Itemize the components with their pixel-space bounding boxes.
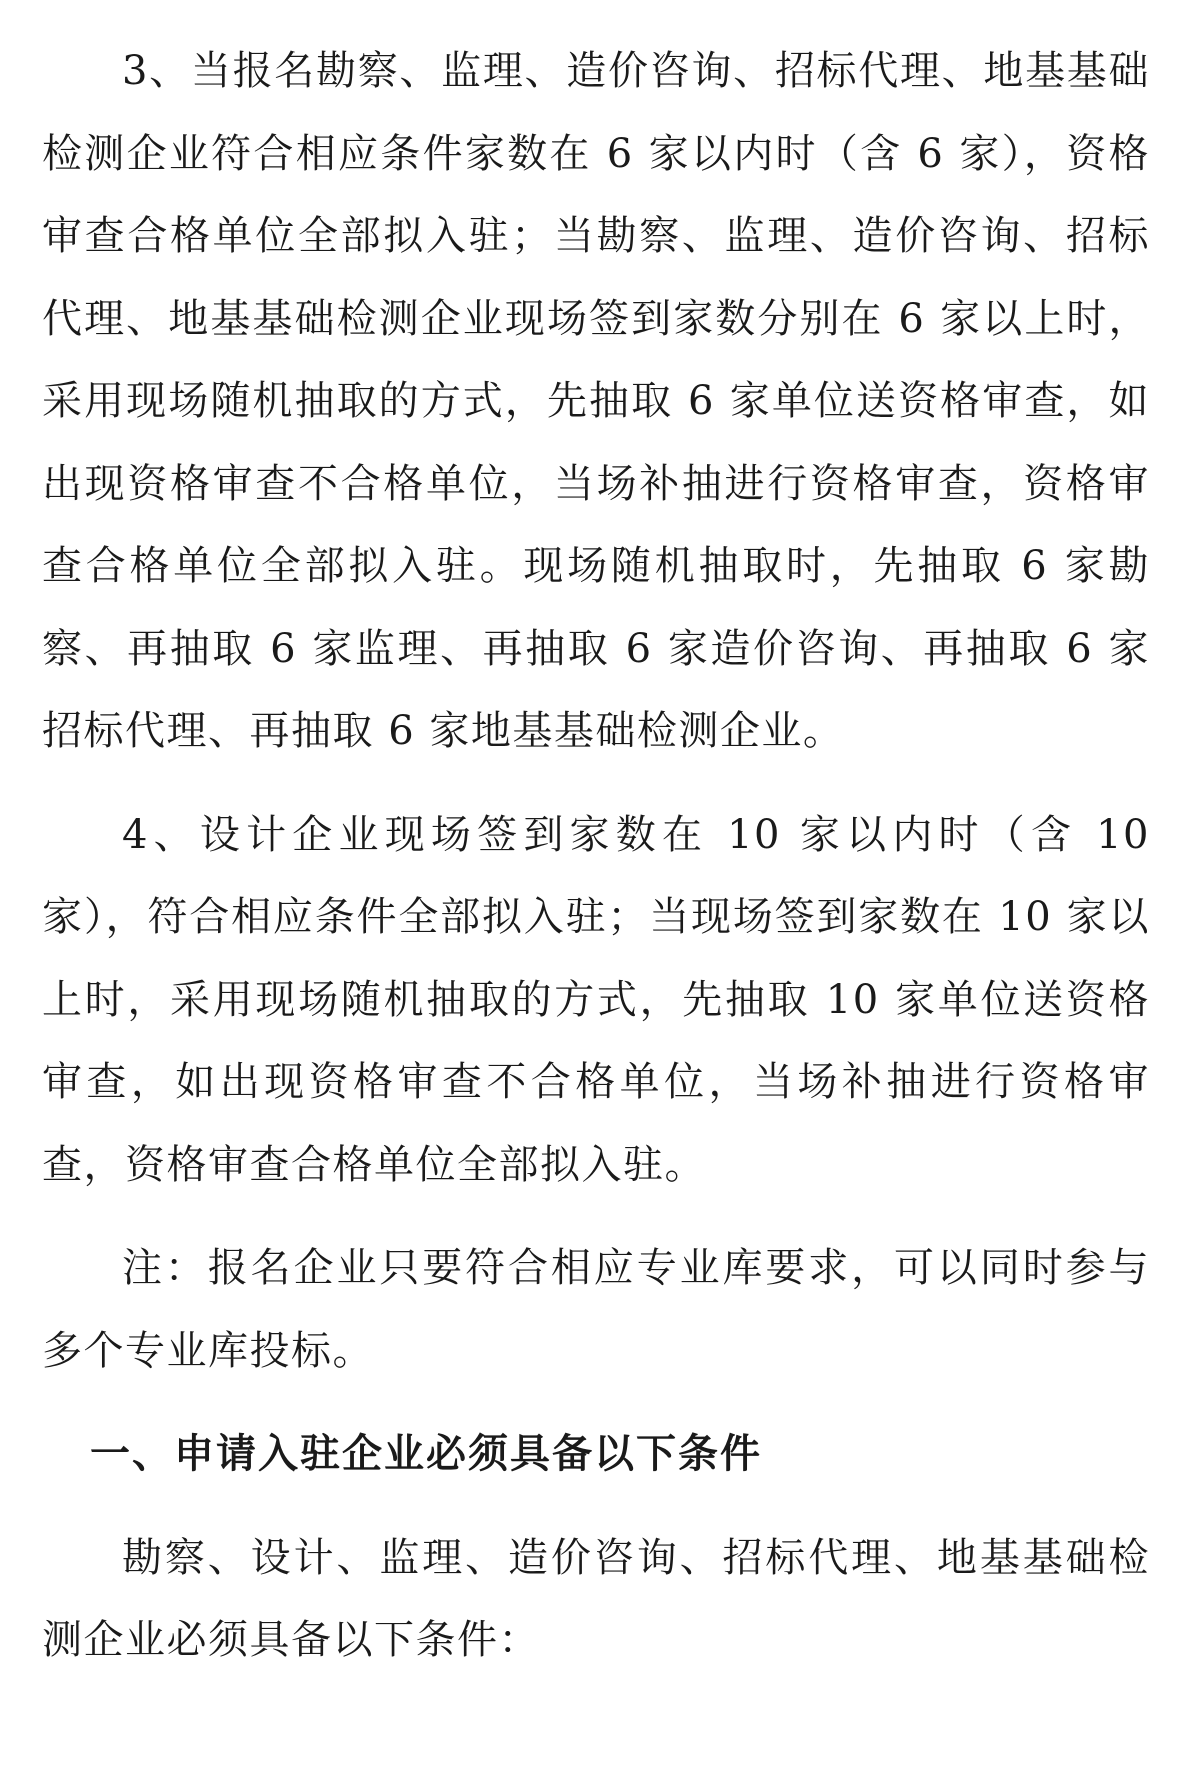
paragraph-item-4: 4、设计企业现场签到家数在 10 家以内时（含 10 家），符合相应条件全部拟入驻；当现场签到家数在 10 家以上时，采用现场随机抽取的方式，先抽取 10 家单位送资格审查，如出现资格审查不合格单位，当场补抽进行资格审查，资格审查合格单位全部拟入驻。 xyxy=(42,811,1150,1188)
section-heading: 一、申请入驻企业必须具备以下条件 xyxy=(90,1431,762,1477)
conditions-intro: 勘察、设计、监理、造价咨询、招标代理、地基基础检测企业必须具备以下条件： xyxy=(42,1534,1150,1663)
paragraph-item-3: 3、当报名勘察、监理、造价咨询、招标代理、地基基础检测企业符合相应条件家数在 6 家以内时（含 6 家），资格审查合格单位全部拟入驻；当勘察、监理、造价咨询、招标代理、地基基础检测企业现场签到家数分别在 6 家以上时，采用现场随机抽取的方式，先抽取 6 家单位送资格审查，如出现资格审查不合格单位，当场补抽进行资格审查，资格审查合格单位全部拟入驻。现场随机抽取时，先抽取 6 家勘察、再抽取 6 家监理、再抽取 6 家造价咨询、再抽取 6 家招标代理、再抽取 6 家地基基础检测企业。 xyxy=(42,48,1150,754)
document-page xyxy=(42,30,1150,1682)
note-paragraph: 注：报名企业只要符合相应专业库要求，可以同时参与多个专业库投标。 xyxy=(42,1245,1150,1374)
